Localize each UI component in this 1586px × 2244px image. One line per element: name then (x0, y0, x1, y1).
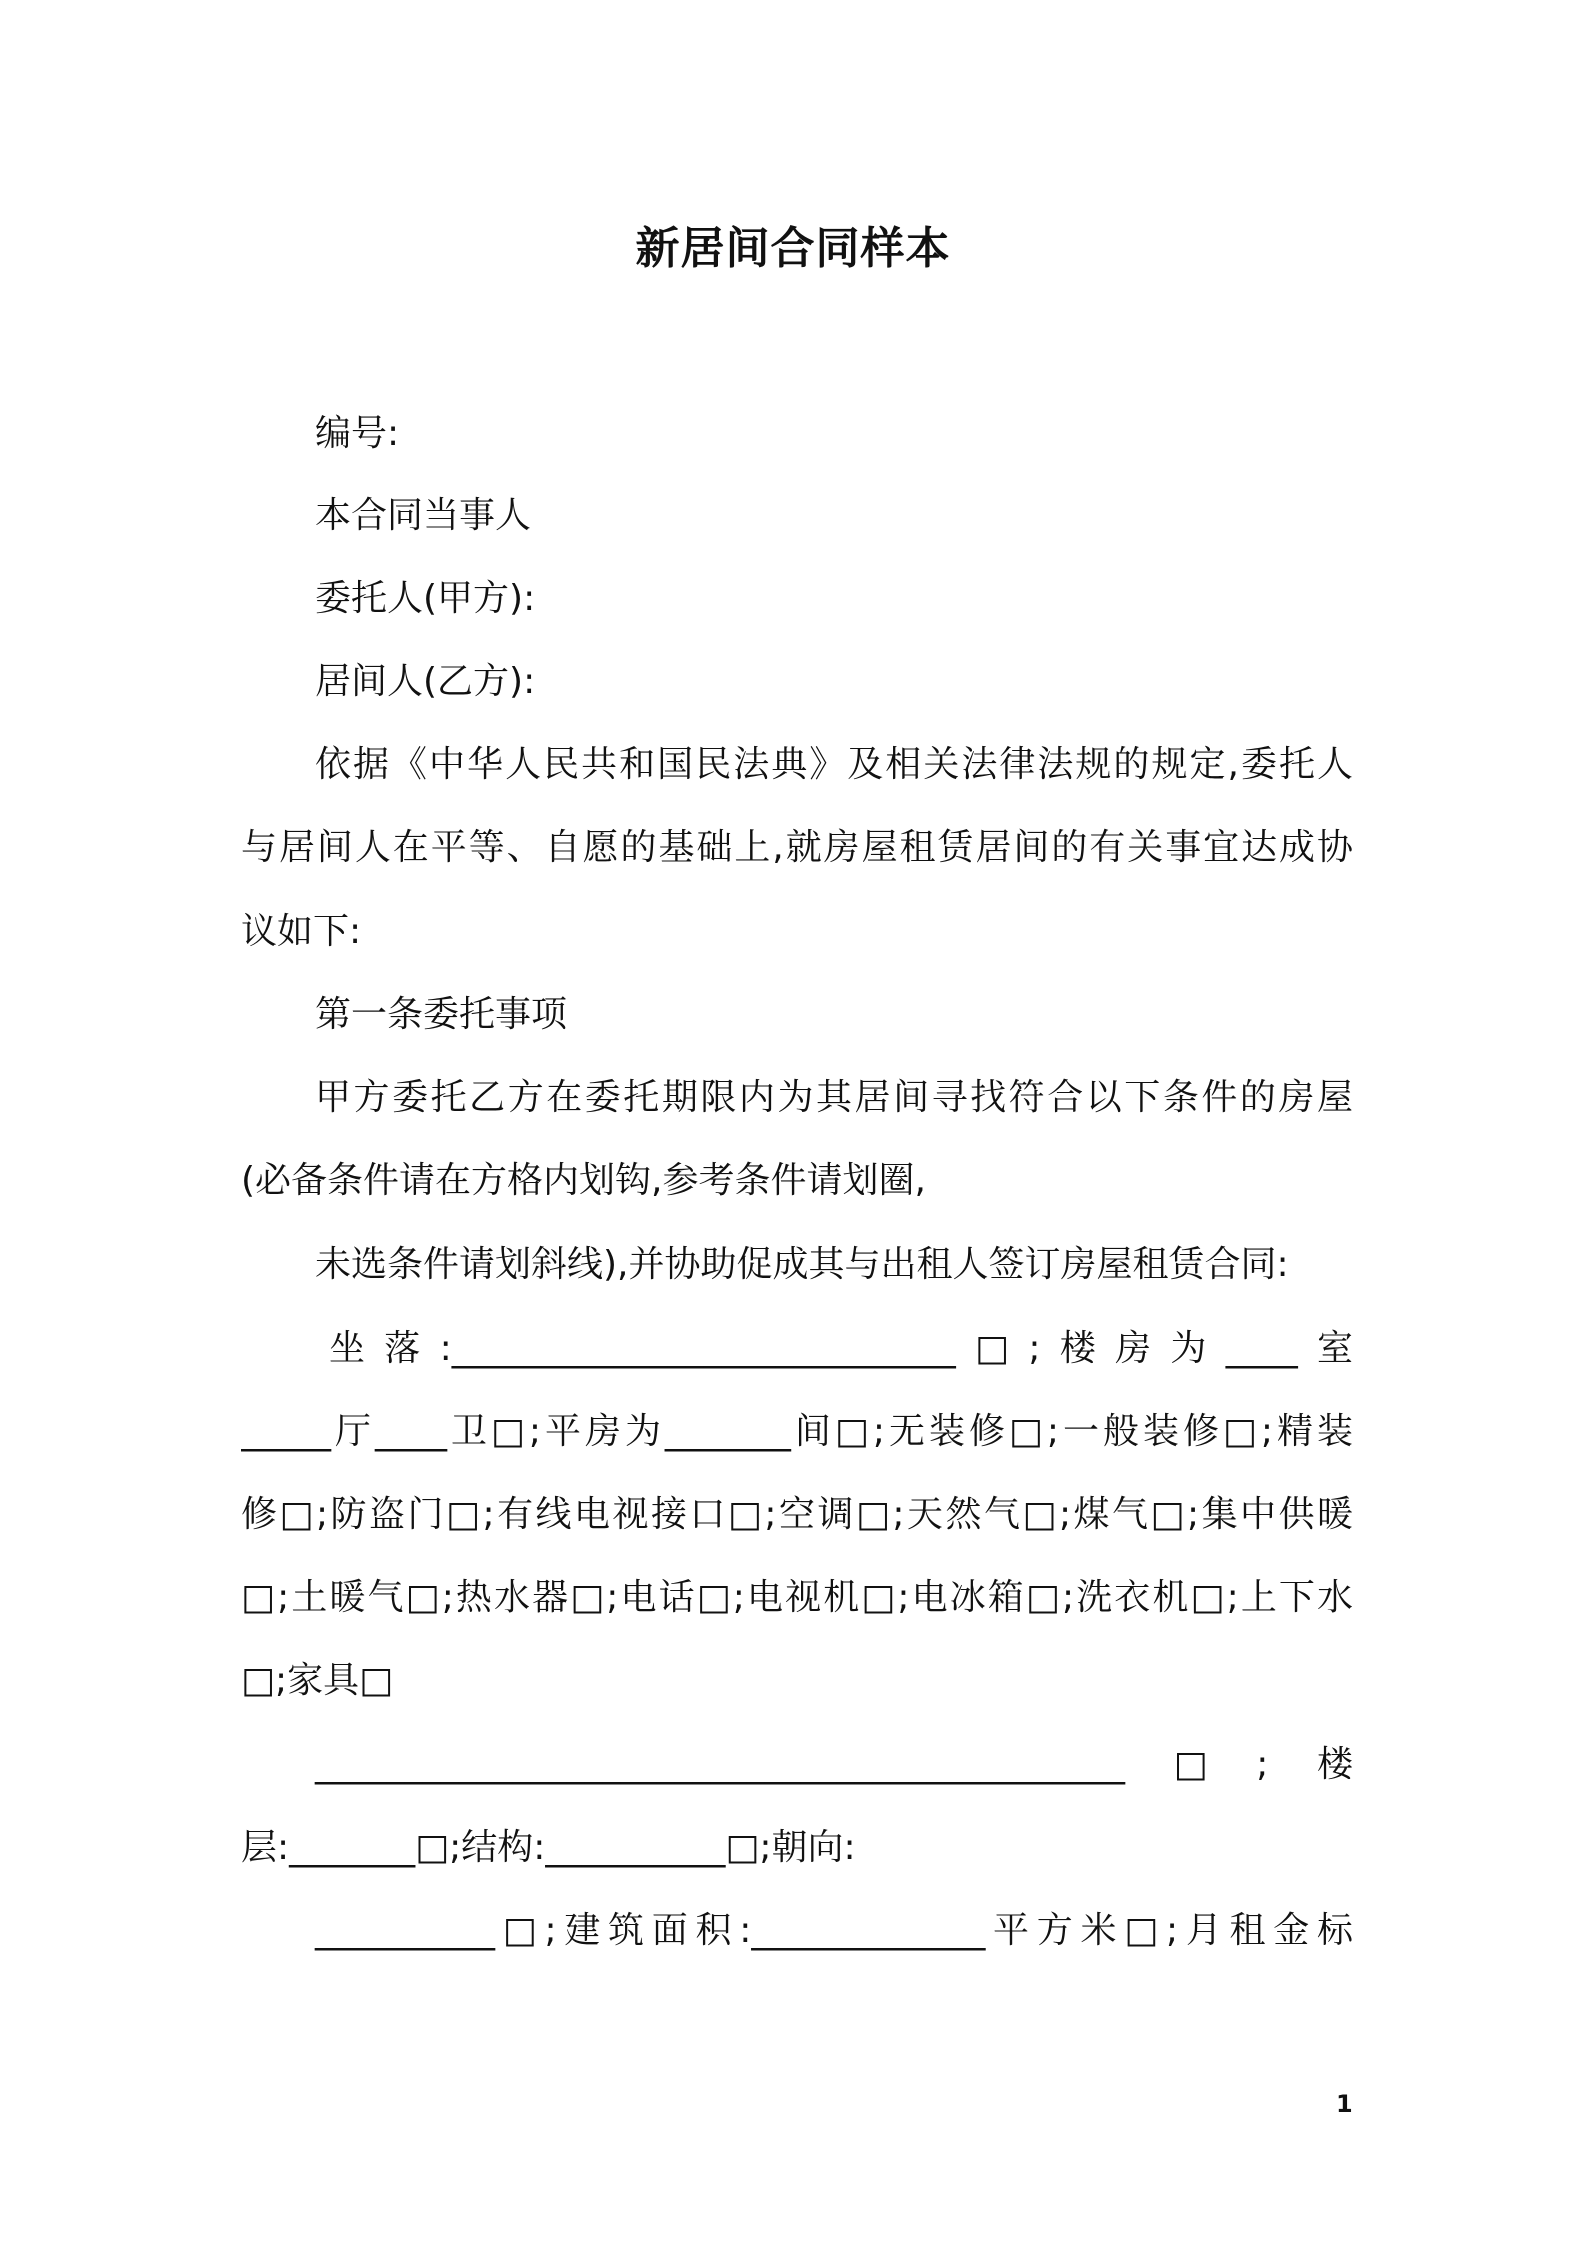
article-one-line-1: 甲方委托乙方在委托期限内为其居间寻找符合以下条件的房屋 (315, 1077, 1353, 1118)
property-conditions-line-5: □;家具□ (241, 1660, 394, 1701)
preamble-line-2: 与居间人在平等、自愿的基础上,就房屋租赁居间的有关事宜达成协 (241, 827, 1353, 868)
article-one-line-2: (必备条件请在方格内划钩,参考条件请划圈, (241, 1160, 926, 1201)
preamble-line-1: 依据《中华人民共和国民法典》及相关法律法规的规定,委托人 (315, 744, 1353, 785)
property-conditions-line-6: _____________________________________________□;楼 (315, 1744, 1353, 1785)
document-title: 新居间合同样本 (635, 223, 951, 274)
property-conditions-line-4: □;土暖气□;热水器□;电话□;电视机□;电冰箱□;洗衣机□;上下水 (241, 1577, 1353, 1618)
property-conditions-line-8: __________□;建筑面积:_____________平方米□;月租金标 (315, 1910, 1353, 1951)
property-conditions-line-1: 坐落:____________________________□;楼房为____室 (329, 1328, 1353, 1369)
property-conditions-line-2: _____厅____卫□;平房为_______间□;无装修□;一般装修□;精装 (241, 1411, 1353, 1452)
property-conditions-line-3: 修□;防盗门□;有线电视接口□;空调□;天然气□;煤气□;集中供暖 (241, 1494, 1353, 1535)
article-one-line-3: 未选条件请划斜线),并协助促成其与出租人签订房屋租赁合同: (315, 1244, 1289, 1285)
preamble-line-3: 议如下: (241, 911, 362, 952)
page-number: 1 (1336, 2090, 1353, 2118)
article-one-heading: 第一条委托事项 (315, 994, 568, 1035)
contract-number-label: 编号: (315, 413, 400, 454)
intermediary-label: 居间人(乙方): (315, 661, 536, 702)
property-conditions-line-7: 层:_______□;结构:__________□;朝向: (241, 1827, 856, 1868)
principal-label: 委托人(甲方): (315, 578, 536, 619)
parties-heading: 本合同当事人 (315, 495, 532, 536)
